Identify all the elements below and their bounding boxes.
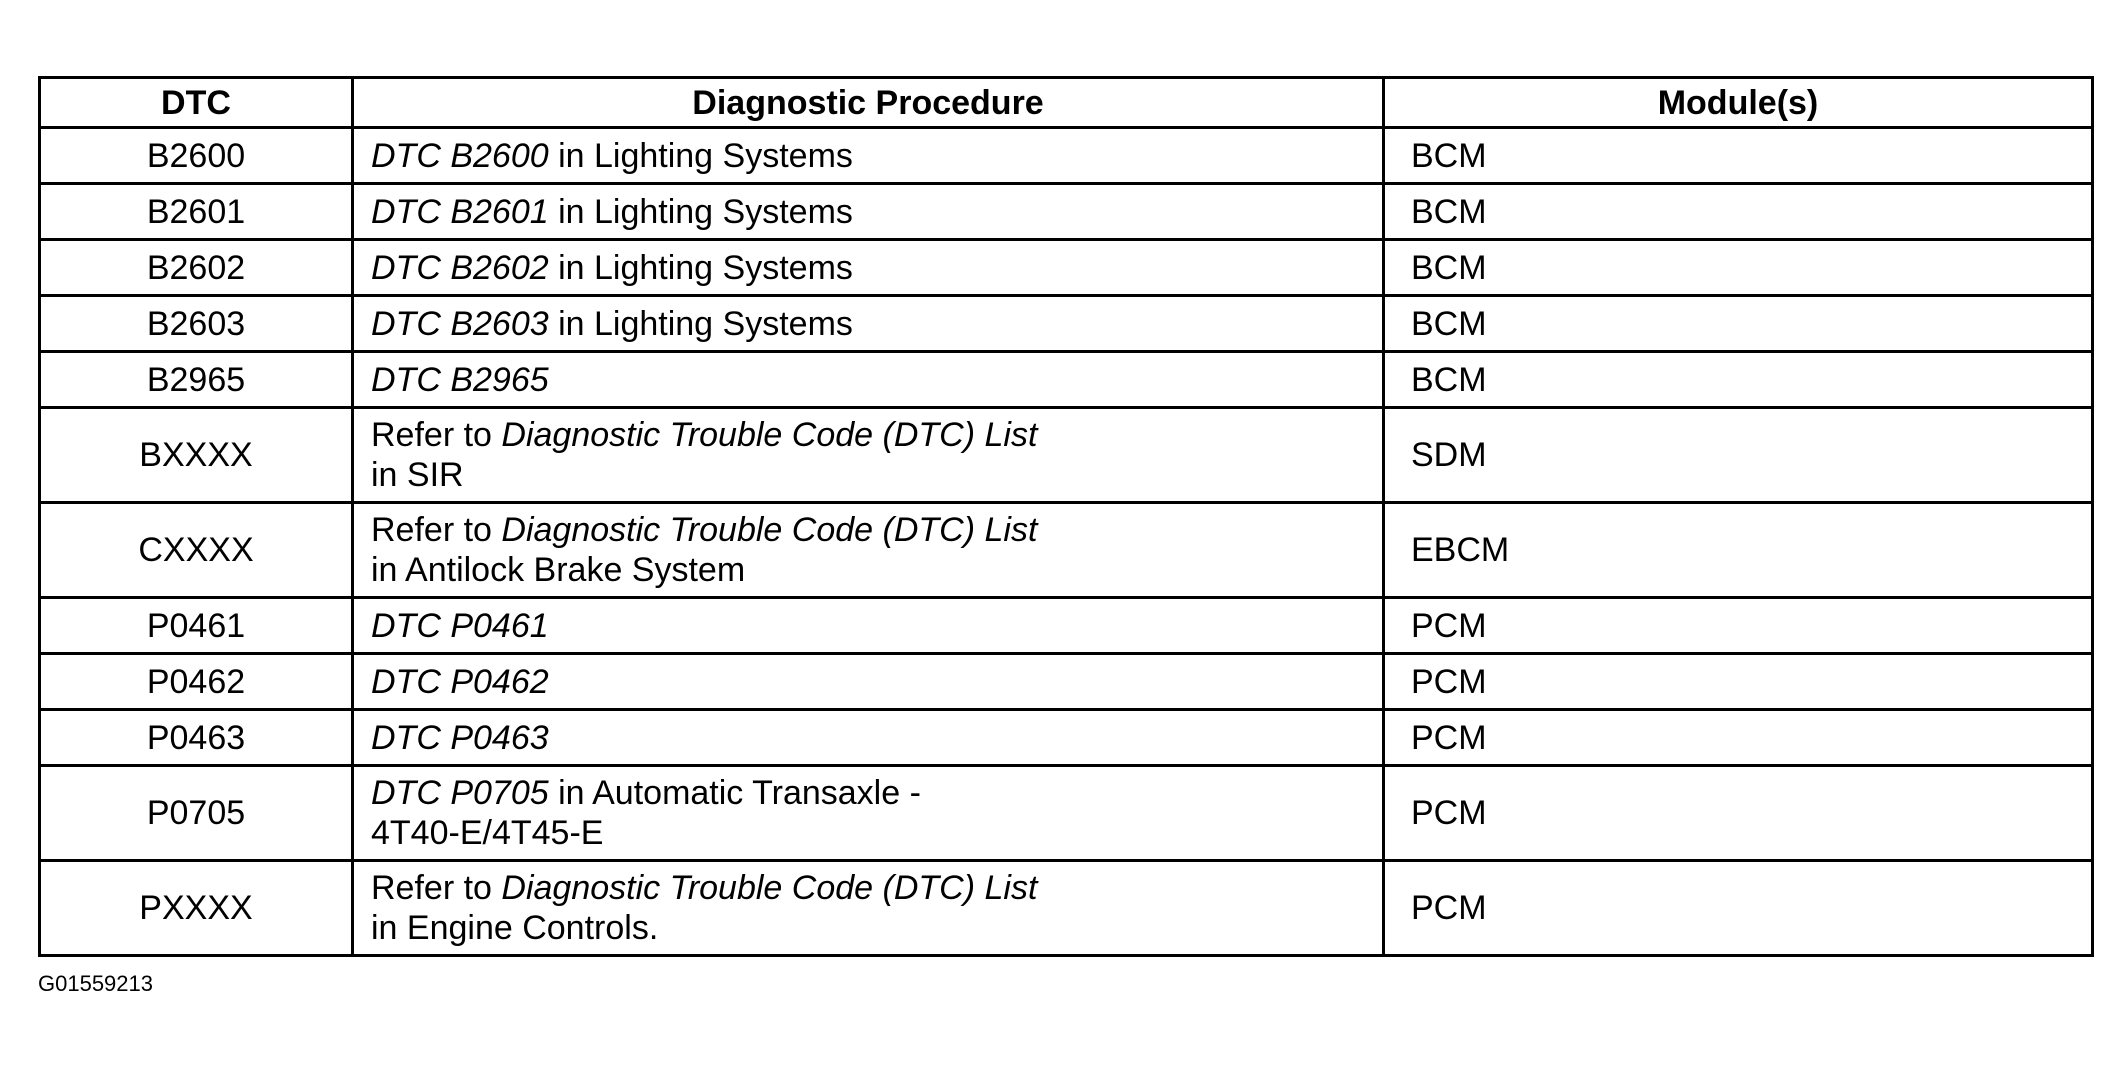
procedure-line <box>371 718 1382 758</box>
diagnostic-procedure-cell <box>353 184 1384 240</box>
table-row <box>40 296 2093 352</box>
procedure-line <box>371 606 1382 646</box>
procedure-text: in Lighting Systems <box>548 304 853 343</box>
procedure-line <box>371 136 1382 176</box>
dtc-code-cell: B2600 <box>40 128 353 184</box>
table-row <box>40 598 2093 654</box>
table-row <box>40 503 2093 598</box>
module-cell: PCM <box>1384 766 2093 861</box>
diagnostic-procedure-cell <box>353 408 1384 503</box>
procedure-reference-text: Diagnostic Trouble Code (DTC) List <box>501 869 1038 907</box>
procedure-line <box>371 550 1382 590</box>
procedure-text: in Engine Controls. <box>371 909 659 947</box>
module-cell: PCM <box>1384 710 2093 766</box>
header-dtc: DTC <box>40 78 353 128</box>
procedure-text: in Lighting Systems <box>548 192 853 231</box>
procedure-line <box>371 662 1382 702</box>
procedure-reference-text: DTC P0461 <box>371 606 549 645</box>
module-cell: BCM <box>1384 240 2093 296</box>
diagnostic-procedure-cell <box>353 352 1384 408</box>
table-row <box>40 184 2093 240</box>
module-cell: PCM <box>1384 861 2093 956</box>
procedure-text: in Lighting Systems <box>548 136 853 175</box>
procedure-text: in Antilock Brake System <box>371 551 746 589</box>
diagnostic-procedure-cell <box>353 128 1384 184</box>
procedure-reference-text: DTC P0463 <box>371 718 549 757</box>
table-row <box>40 861 2093 956</box>
module-cell: BCM <box>1384 184 2093 240</box>
procedure-line <box>371 510 1382 550</box>
dtc-code-cell: BXXXX <box>40 408 353 503</box>
module-cell: PCM <box>1384 598 2093 654</box>
header-row <box>40 78 2093 128</box>
module-cell: BCM <box>1384 296 2093 352</box>
procedure-line <box>371 360 1382 400</box>
procedure-reference-text: DTC B2600 <box>371 136 549 175</box>
procedure-line <box>371 908 1382 948</box>
header-diagnostic-procedure: Diagnostic Procedure <box>353 78 1384 128</box>
procedure-reference-text: DTC B2601 <box>371 192 549 231</box>
procedure-text: Refer to <box>371 511 502 549</box>
dtc-code-cell: PXXXX <box>40 861 353 956</box>
procedure-text: Refer to <box>371 416 502 454</box>
table-row <box>40 654 2093 710</box>
diagnostic-procedure-cell <box>353 503 1384 598</box>
procedure-reference-text: DTC B2603 <box>371 304 549 343</box>
diagnostic-procedure-cell <box>353 766 1384 861</box>
procedure-reference-text: DTC B2965 <box>371 360 549 399</box>
dtc-code-cell: B2601 <box>40 184 353 240</box>
dtc-code-cell: P0461 <box>40 598 353 654</box>
table-row <box>40 710 2093 766</box>
procedure-line <box>371 868 1382 908</box>
dtc-code-cell: CXXXX <box>40 503 353 598</box>
procedure-line <box>371 304 1382 344</box>
procedure-line <box>371 415 1382 455</box>
dtc-code-cell: P0462 <box>40 654 353 710</box>
procedure-line <box>371 192 1382 232</box>
dtc-code-cell: P0705 <box>40 766 353 861</box>
procedure-line <box>371 813 1382 853</box>
procedure-text: in SIR <box>371 456 464 494</box>
diagnostic-procedure-cell <box>353 710 1384 766</box>
diagnostic-procedure-cell <box>353 240 1384 296</box>
diagnostic-procedure-cell <box>353 598 1384 654</box>
procedure-text: in Automatic Transaxle - <box>548 774 921 812</box>
module-cell: BCM <box>1384 128 2093 184</box>
table-body <box>40 128 2093 956</box>
table-row <box>40 352 2093 408</box>
procedure-text: Refer to <box>371 869 502 907</box>
dtc-code-cell: B2603 <box>40 296 353 352</box>
figure-id: G01559213 <box>38 971 153 996</box>
dtc-code-cell: P0463 <box>40 710 353 766</box>
procedure-reference-text: DTC P0462 <box>371 662 549 701</box>
diagnostic-procedure-cell <box>353 654 1384 710</box>
module-cell: EBCM <box>1384 503 2093 598</box>
diagnostic-procedure-cell <box>353 296 1384 352</box>
procedure-reference-text: DTC P0705 <box>371 774 549 812</box>
dtc-table <box>38 76 2094 957</box>
procedure-text: 4T40-E/4T45-E <box>371 814 604 852</box>
module-cell: PCM <box>1384 654 2093 710</box>
module-cell: SDM <box>1384 408 2093 503</box>
procedure-line <box>371 455 1382 495</box>
header-modules: Module(s) <box>1384 78 2093 128</box>
diagnostic-procedure-cell <box>353 861 1384 956</box>
table-row <box>40 128 2093 184</box>
table-row <box>40 766 2093 861</box>
table-row <box>40 240 2093 296</box>
procedure-reference-text: Diagnostic Trouble Code (DTC) List <box>501 416 1038 454</box>
dtc-code-cell: B2602 <box>40 240 353 296</box>
table-row <box>40 408 2093 503</box>
procedure-reference-text: Diagnostic Trouble Code (DTC) List <box>501 511 1038 549</box>
procedure-reference-text: DTC B2602 <box>371 248 549 287</box>
procedure-line <box>371 773 1382 813</box>
procedure-text: in Lighting Systems <box>548 248 853 287</box>
module-cell: BCM <box>1384 352 2093 408</box>
dtc-code-cell: B2965 <box>40 352 353 408</box>
procedure-line <box>371 248 1382 288</box>
